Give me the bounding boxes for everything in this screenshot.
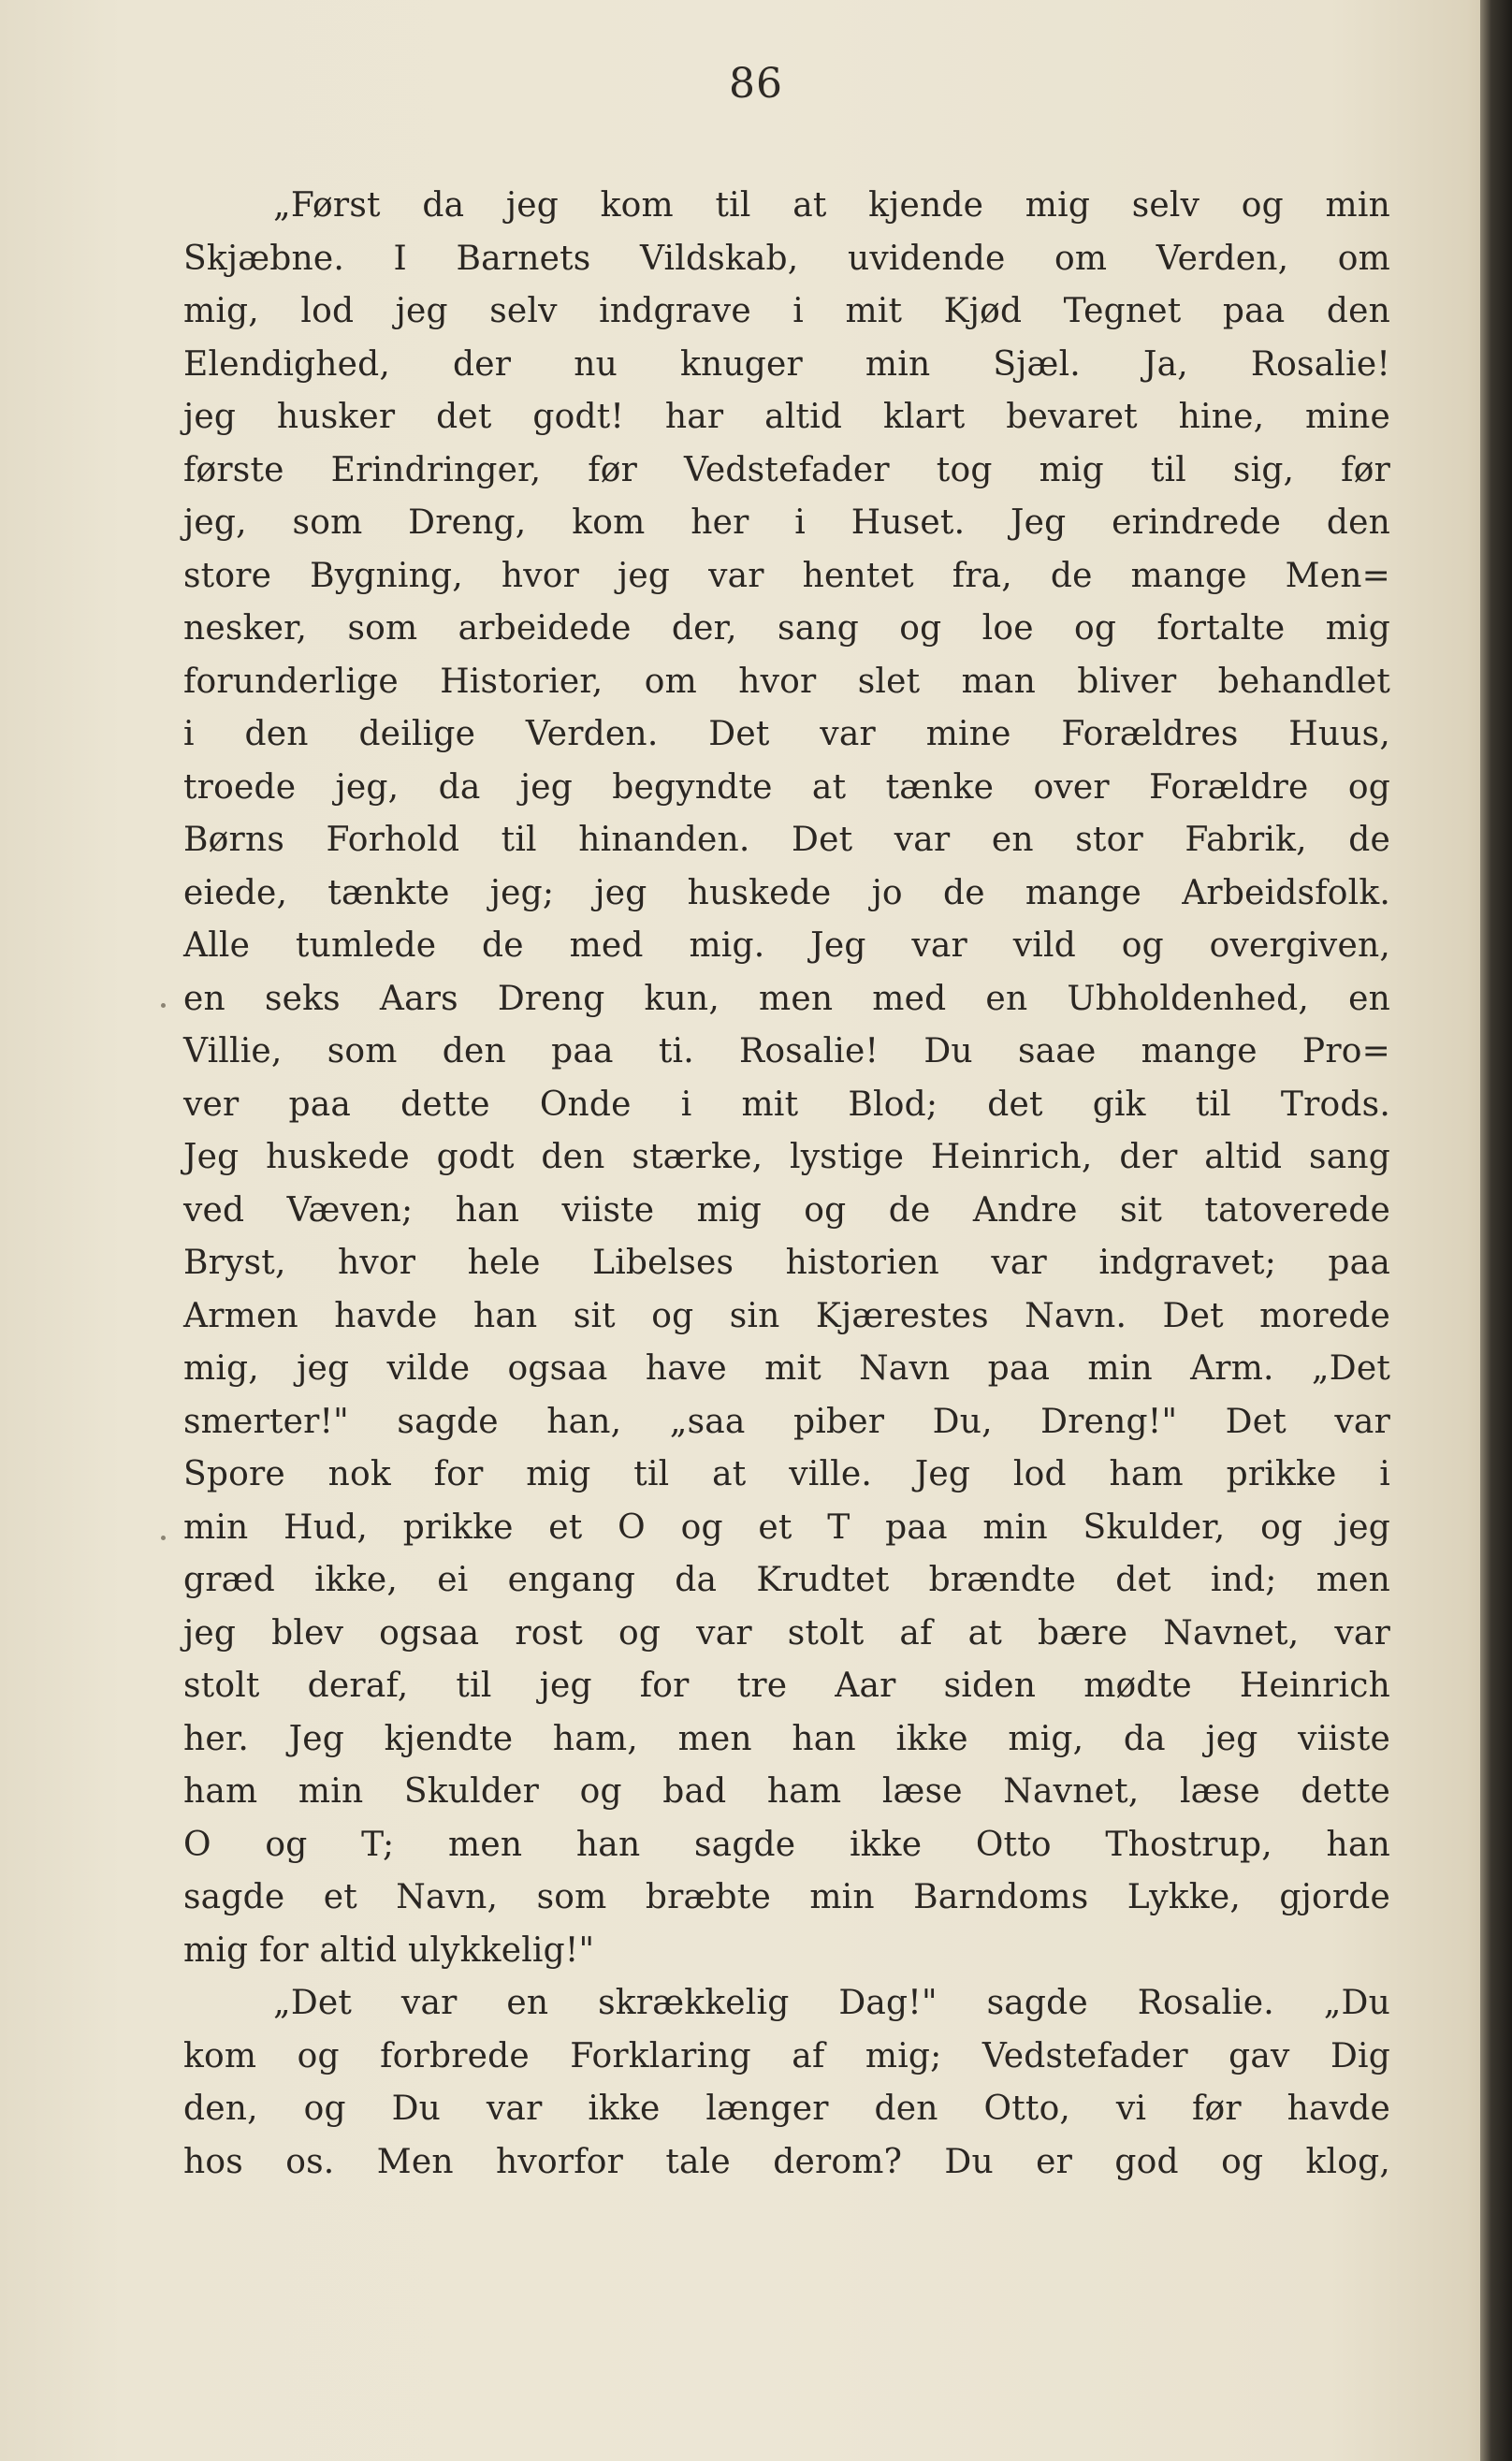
text-line: her. Jeg kjendte ham, men han ikke mig, da jeg viiste (183, 1719, 1390, 1758)
text-line: jeg, som Dreng, kom her i Huset. Jeg erindrede den (183, 503, 1390, 542)
text-line: Villie, som den paa ti. Rosalie! Du saae mange Pro= (183, 1032, 1390, 1070)
text-line: mig for altid ulykkelig!" (183, 1930, 595, 1970)
text-line: Bryst, hvor hele Libelses historien var indgravet; paa (183, 1244, 1390, 1282)
text-line: hos os. Men hvorfor tale derom? Du er god og klog, (183, 2142, 1390, 2181)
margin-speck (161, 1536, 166, 1540)
text-line: „Først da jeg kom til at kjende mig selv og min (273, 186, 1390, 225)
text-line: græd ikke, ei engang da Krudtet brændte det ind; men (183, 1561, 1390, 1599)
text-line: min Hud, prikke et O og et T paa min Skulder, og jeg (183, 1507, 1390, 1547)
text-line: mig, jeg vilde ogsaa have mit Navn paa min Arm. „Det (183, 1349, 1390, 1388)
text-line: smerter!" sagde han, „saa piber Du, Dreng!" Det var (183, 1402, 1390, 1441)
text-line: mig, lod jeg selv indgrave i mit Kjød Tegnet paa den (183, 292, 1390, 330)
text-line: Spore nok for mig til at ville. Jeg lod ham prikke i (183, 1455, 1390, 1493)
text-line: kom og forbrede Forklaring af mig; Vedstefader gav Dig (183, 2036, 1390, 2075)
text-line: Børns Forhold til hinanden. Det var en stor Fabrik, de (183, 821, 1390, 859)
page-number: 86 (729, 60, 783, 108)
margin-speck (161, 1003, 166, 1008)
text-line: Armen havde han sit og sin Kjærestes Navn. Det morede (183, 1296, 1390, 1335)
text-line: sagde et Navn, som bræbte min Barndoms Lykke, gjorde (183, 1878, 1390, 1916)
text-line: Alle tumlede de med mig. Jeg var vild og overgiven, (183, 926, 1390, 965)
text-line: forunderlige Historier, om hvor slet man bliver behandlet (183, 662, 1390, 701)
text-line: ved Væven; han viiste mig og de Andre sit tatoverede (183, 1190, 1390, 1230)
text-line: jeg blev ogsaa rost og var stolt af at bære Navnet, var (183, 1613, 1390, 1653)
text-line: Jeg huskede godt den stærke, lystige Heinrich, der altid sang (183, 1138, 1390, 1176)
text-line: nesker, som arbeidede der, sang og loe og fortalte mig (183, 609, 1390, 648)
text-line: O og T; men han sagde ikke Otto Thostrup, han (183, 1825, 1390, 1864)
text-line: en seks Aars Dreng kun, men med en Ubholdenhed, en (183, 979, 1390, 1018)
text-line: eiede, tænkte jeg; jeg huskede jo de mange Arbeidsfolk. (183, 873, 1390, 912)
text-line: troede jeg, da jeg begyndte at tænke over Forældre og (183, 767, 1390, 807)
text-line: den, og Du var ikke længer den Otto, vi før havde (183, 2090, 1390, 2128)
text-line: stolt deraf, til jeg for tre Aar siden mødte Heinrich (183, 1667, 1390, 1705)
text-line: ver paa dette Onde i mit Blod; det gik til Trods. (183, 1085, 1390, 1124)
page-edge-shadow (1480, 0, 1512, 2461)
text-line: jeg husker det godt! har altid klart bevaret hine, mine (183, 398, 1390, 436)
text-line: store Bygning, hvor jeg var hentet fra, de mange Men= (183, 556, 1390, 595)
text-line: i den deilige Verden. Det var mine Forældres Huus, (183, 715, 1390, 753)
text-line: Elendighed, der nu knuger min Sjæl. Ja, Rosalie! (183, 344, 1390, 384)
text-line: ham min Skulder og bad ham læse Navnet, læse dette (183, 1772, 1390, 1811)
text-line: „Det var en skrækkelig Dag!" sagde Rosalie. „Du (273, 1984, 1390, 2022)
body-text (183, 180, 1390, 2189)
text-line: første Erindringer, før Vedstefader tog mig til sig, før (183, 450, 1390, 489)
text-line: Skjæbne. I Barnets Vildskab, uvidende om Verden, om (183, 239, 1390, 278)
